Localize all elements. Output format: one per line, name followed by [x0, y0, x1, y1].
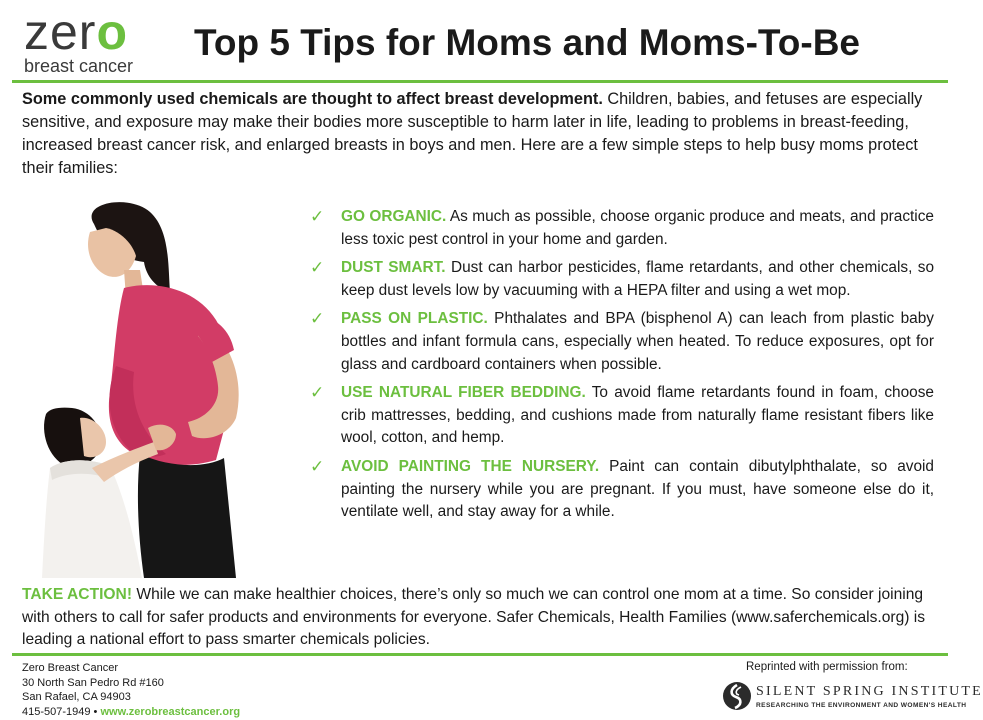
tip-heading: PASS ON PLASTIC. [341, 310, 488, 328]
tip-body: As much as possible, choose organic produce and meats, and practice less toxic pest control in your home and garden. [341, 208, 934, 248]
take-action-heading: TAKE ACTION! [22, 586, 133, 603]
logo-wordmark [24, 4, 164, 60]
tip-heading: AVOID PAINTING THE NURSERY. [341, 457, 600, 475]
logo-word-o: o [96, 4, 129, 60]
address-block [22, 661, 240, 719]
header-divider [12, 80, 948, 83]
check-mark-icon: ✓ [310, 383, 325, 403]
tip-body: Phthalates and BPA (bisphenol A) can leach from plastic baby bottles and infant formula cans, especially when heated. To reduce exposures, opt for glass and cardboard containers when possible. [341, 310, 934, 373]
address-street: 30 North San Pedro Rd #160 [22, 676, 164, 689]
tip-body: Paint can contain dibutylphthalate, so avoid painting the nursery while you are pregnant. If you must, have someone else do it, ventilate well, and stay away for a while. [341, 457, 934, 521]
tip-dust-smart [310, 257, 934, 302]
logo-subtitle: breast cancer [24, 56, 134, 76]
check-mark-icon: ✓ [310, 309, 325, 329]
tip-go-organic [310, 206, 934, 251]
address-phone: 415-507-1949 • [22, 705, 98, 718]
tip-natural-fiber-bedding [310, 382, 934, 450]
intro-lead: Some commonly used chemicals are thought to affect breast development. [22, 90, 603, 108]
silent-spring-institute-logo [722, 681, 983, 715]
take-action-paragraph [22, 584, 940, 652]
address-org: Zero Breast Cancer [22, 662, 118, 674]
tips-list [310, 206, 934, 530]
tip-body: Dust can harbor pesticides, flame retardants, and other chemicals, so keep dust levels low by vacuuming with a HEPA filter and using a wet mop. [341, 259, 935, 299]
intro-paragraph [22, 88, 940, 180]
silent-spring-swirl-icon [722, 681, 752, 711]
page-title: Top 5 Tips for Moms and Moms-To-Be [194, 22, 860, 63]
website-link[interactable]: www.zerobreastcancer.org [100, 705, 241, 718]
take-action-body: While we can make healthier choices, there’s only so much we can control one mom at a time. So consider joining with others to call for safer products and environments for everyone. Safer Chemicals, Health Families (www.saferchemicals.org) is leading a national effort to pass smarter chemicals policies. [22, 586, 926, 649]
reprint-credit: Reprinted with permission from: [746, 661, 908, 673]
intro-body: Children, babies, and fetuses are especially sensitive, and exposure may make their bodies more susceptible to harm later in life, leading to problems in breast-feeding, increased breast cancer risk, and enlarged breasts in boys and men. Here are a few simple steps to help busy moms protect their families: [22, 90, 923, 177]
tip-heading: USE NATURAL FIBER BEDDING. [341, 384, 586, 402]
zero-breast-cancer-logo [24, 4, 164, 76]
address-contact-line [22, 705, 240, 720]
tip-avoid-painting-nursery [310, 456, 934, 524]
mother-and-child-photo [20, 196, 282, 578]
tip-pass-on-plastic [310, 308, 934, 376]
logo-word-start: zer [24, 4, 97, 60]
tip-body: To avoid flame retardants found in foam, choose crib mattresses, bedding, and cushions made from naturally flame resistant fibers like wool, cotton, and hemp. [341, 384, 934, 447]
address-city: San Rafael, CA 94903 [22, 691, 131, 703]
tip-heading: GO ORGANIC. [341, 208, 447, 225]
check-mark-icon: ✓ [310, 207, 325, 226]
footer-divider [12, 653, 948, 656]
ssi-tagline: RESEARCHING THE ENVIRONMENT AND WOMEN'S HEALTH [756, 702, 967, 709]
tip-heading: DUST SMART. [341, 259, 446, 277]
check-mark-icon: ✓ [310, 456, 325, 476]
check-mark-icon: ✓ [310, 258, 325, 278]
ssi-name: SILENT SPRING INSTITUTE [756, 684, 983, 699]
